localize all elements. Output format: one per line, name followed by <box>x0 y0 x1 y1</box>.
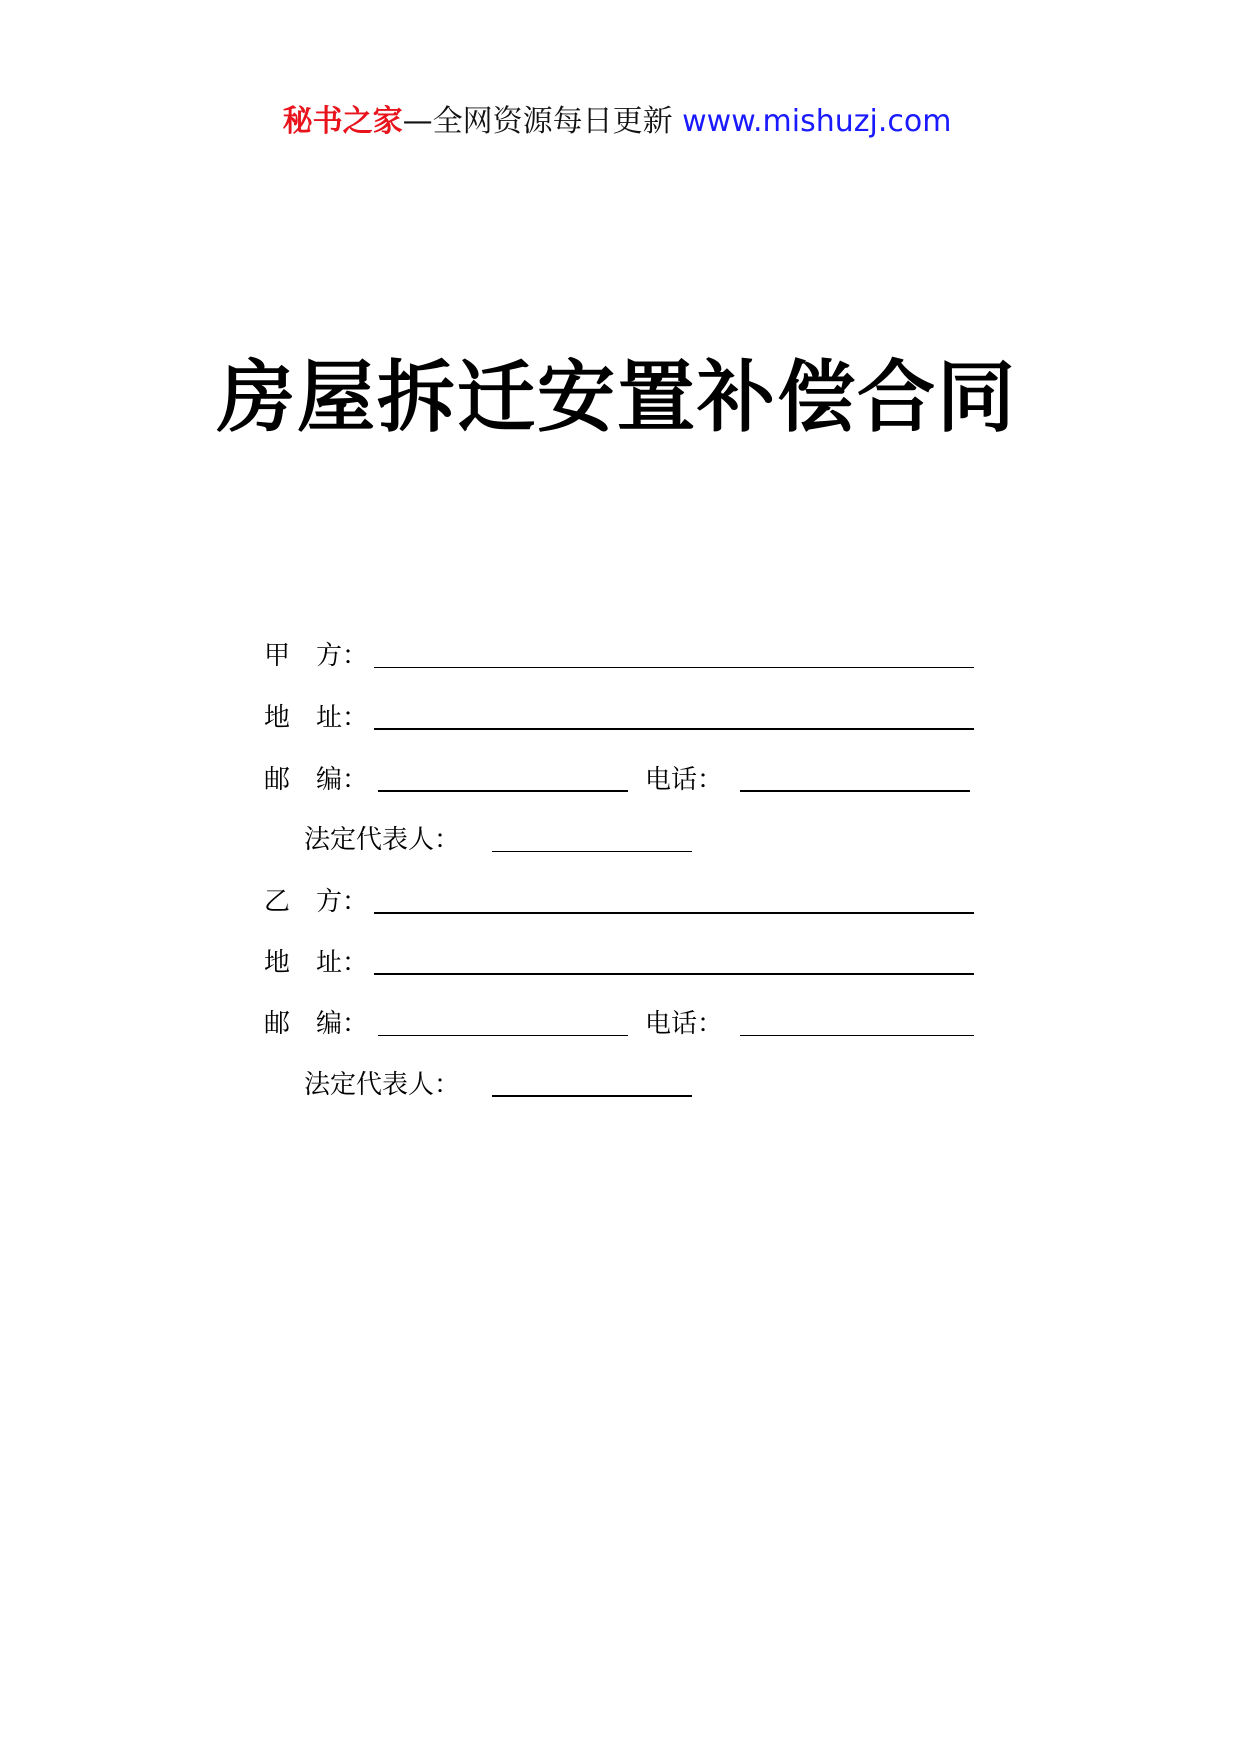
site-header <box>0 100 1234 144</box>
party-a-phone-label: 电话： <box>645 765 724 795</box>
party-b-postcode-field[interactable] <box>378 1035 628 1036</box>
party-a-label: 甲 方： <box>264 641 369 671</box>
party-a-rep-label: 法定代表人： <box>304 825 461 855</box>
party-b-label: 乙 方： <box>264 887 369 917</box>
party-a-rep-row <box>304 820 704 860</box>
contract-title: 房屋拆迁安置补偿合同 <box>216 352 1017 443</box>
party-b-phone-label: 电话： <box>645 1009 724 1039</box>
party-a-address-field[interactable] <box>374 728 974 730</box>
party-a-address-label: 地 址： <box>264 703 369 733</box>
brand-name: 秘书之家 <box>282 104 403 139</box>
party-b-row <box>264 882 984 922</box>
party-a-postcode-field[interactable] <box>378 790 628 792</box>
party-b-address-label: 地 址： <box>264 948 369 978</box>
party-b-rep-field[interactable] <box>492 1095 692 1097</box>
party-b-rep-label: 法定代表人： <box>304 1070 461 1100</box>
party-b-contact-row <box>264 1004 984 1044</box>
site-url-link[interactable]: www.mishuzj.com <box>682 104 952 139</box>
party-b-address-row <box>264 943 984 983</box>
party-a-field[interactable] <box>374 667 974 668</box>
party-b-phone-field[interactable] <box>740 1035 974 1036</box>
site-slogan: —全网资源每日更新 <box>402 104 673 139</box>
party-b-field[interactable] <box>374 912 974 914</box>
party-a-phone-field[interactable] <box>740 790 970 792</box>
party-a-rep-field[interactable] <box>492 851 692 852</box>
party-b-address-field[interactable] <box>374 973 974 975</box>
party-b-rep-row <box>304 1065 704 1105</box>
party-a-contact-row <box>264 760 984 800</box>
party-a-address-row <box>264 698 984 738</box>
party-a-row <box>264 636 984 676</box>
party-a-postcode-label: 邮 编： <box>264 765 369 795</box>
party-b-postcode-label: 邮 编： <box>264 1009 369 1039</box>
